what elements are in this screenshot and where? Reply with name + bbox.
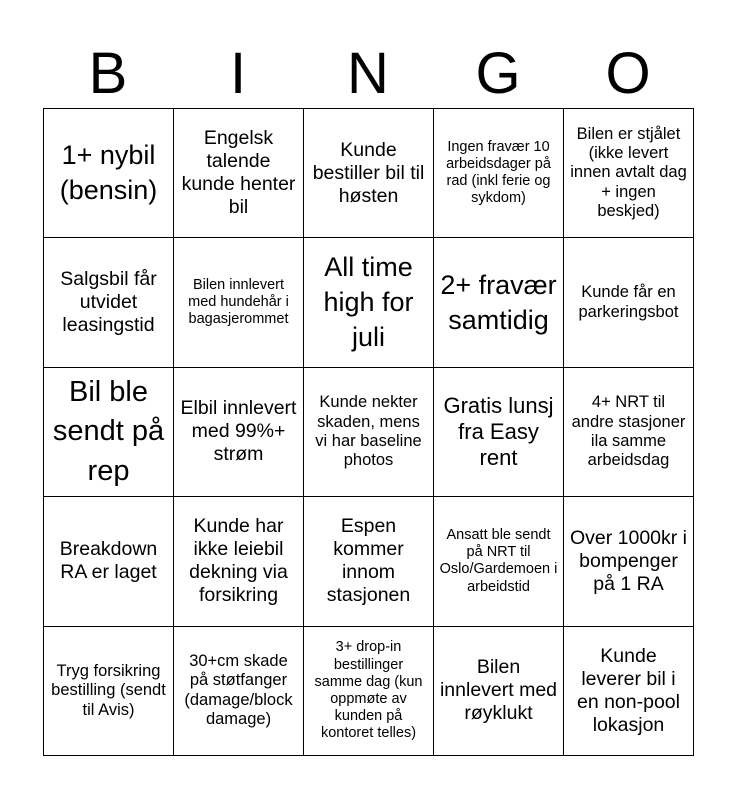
- bingo-cell[interactable]: 1+ nybil (bensin): [44, 109, 174, 238]
- bingo-cell[interactable]: Bilen innlevert med røyklukt: [434, 627, 564, 756]
- bingo-cell[interactable]: Gratis lunsj fra Easy rent: [434, 368, 564, 497]
- bingo-cell[interactable]: Breakdown RA er laget: [44, 497, 174, 626]
- header-letter-g: G: [475, 41, 521, 106]
- bingo-cell[interactable]: Kunde har ikke leiebil dekning via forsikring: [174, 497, 304, 626]
- bingo-cell[interactable]: Kunde får en parkeringsbot: [564, 238, 694, 367]
- bingo-cell[interactable]: Kunde nekter skaden, mens vi har baseline photos: [304, 368, 434, 497]
- bingo-cell[interactable]: Salgsbil får utvidet leasingstid: [44, 238, 174, 367]
- bingo-cell[interactable]: Engelsk talende kunde henter bil: [174, 109, 304, 238]
- header-letter-i: I: [229, 41, 247, 106]
- bingo-cell[interactable]: Bil ble sendt på rep: [44, 368, 174, 497]
- bingo-cell[interactable]: Bilen innlevert med hundehår i bagasjerommet: [174, 238, 304, 367]
- bingo-cell[interactable]: 30+cm skade på støtfanger (damage/block damage): [174, 627, 304, 756]
- bingo-cell[interactable]: 4+ NRT til andre stasjoner ila samme arbeidsdag: [564, 368, 694, 497]
- bingo-cell[interactable]: Bilen er stjålet (ikke levert innen avtalt dag + ingen beskjed): [564, 109, 694, 238]
- header-letter-o: O: [605, 41, 651, 106]
- bingo-cell[interactable]: 2+ fravær samtidig: [434, 238, 564, 367]
- bingo-cell[interactable]: 3+ drop-in bestillinger samme dag (kun oppmøte av kunden på kontoret telles): [304, 627, 434, 756]
- bingo-cell[interactable]: Kunde leverer bil i en non-pool lokasjon: [564, 627, 694, 756]
- bingo-cell[interactable]: Ingen fravær 10 arbeidsdager på rad (inkl ferie og sykdom): [434, 109, 564, 238]
- bingo-cell[interactable]: Elbil innlevert med 99%+ strøm: [174, 368, 304, 497]
- bingo-cell[interactable]: Ansatt ble sendt på NRT til Oslo/Gardemoen i arbeidstid: [434, 497, 564, 626]
- bingo-cell[interactable]: Espen kommer innom stasjonen: [304, 497, 434, 626]
- bingo-cell[interactable]: Kunde bestiller bil til høsten: [304, 109, 434, 238]
- bingo-cell[interactable]: Tryg forsikring bestilling (sendt til Avis): [44, 627, 174, 756]
- header-letter-b: B: [88, 41, 128, 106]
- bingo-cell[interactable]: Over 1000kr i bompenger på 1 RA: [564, 497, 694, 626]
- bingo-cell[interactable]: All time high for juli: [304, 238, 434, 367]
- header-letter-n: N: [347, 41, 389, 106]
- bingo-grid: [43, 108, 694, 756]
- bingo-header: [43, 40, 693, 108]
